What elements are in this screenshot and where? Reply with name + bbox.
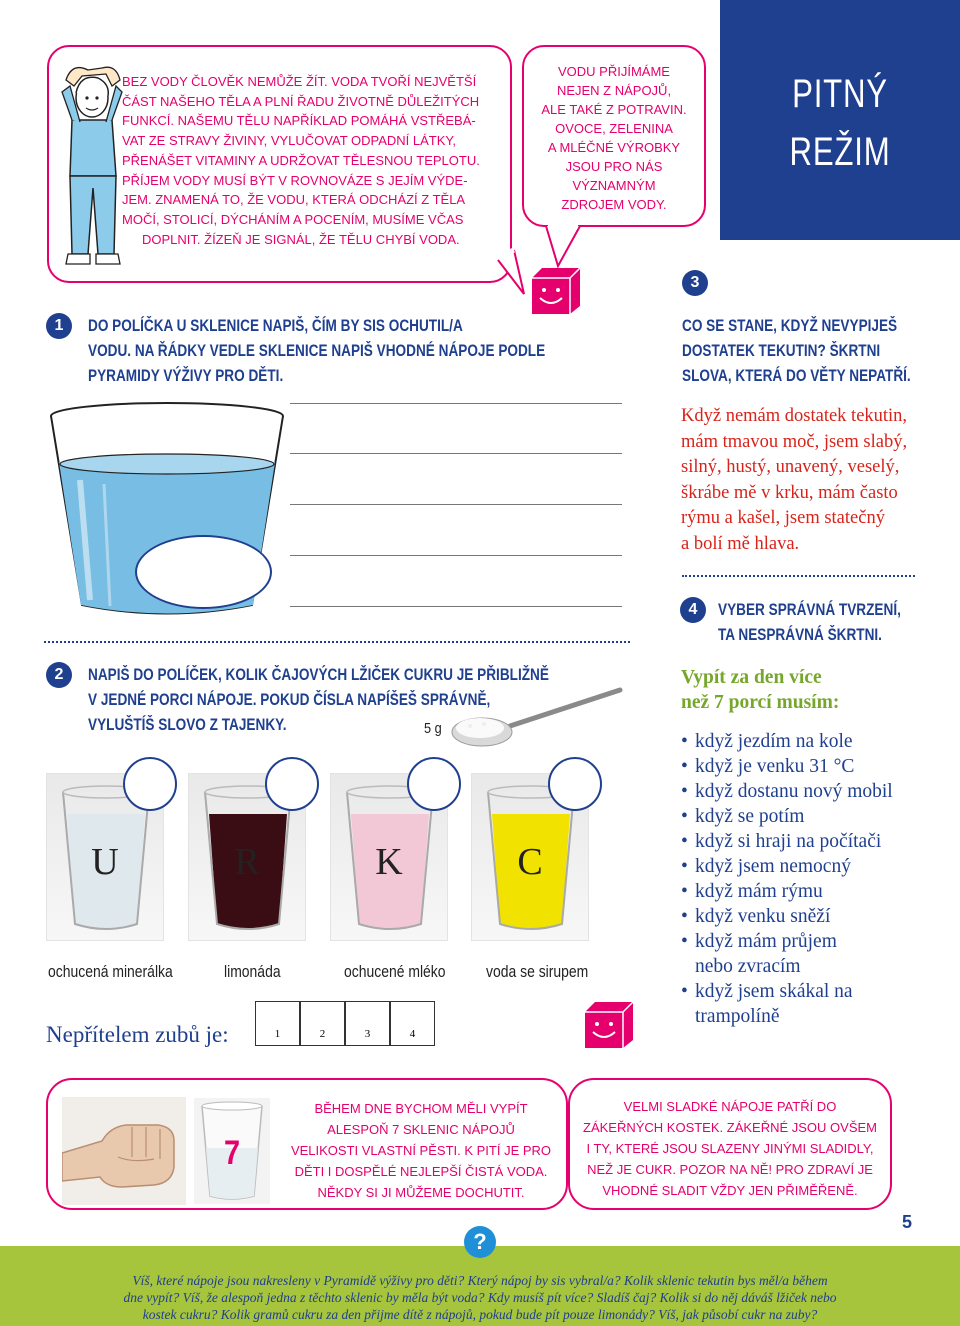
- page-title-line2: REŽIM: [789, 130, 891, 174]
- task1-line: VODU. NA ŘÁDKY VEDLE SKLENICE NAPIŠ VHODNÉ NÁPOJE PODLE: [88, 341, 546, 360]
- task2-line: NAPIŠ DO POLÍČEK, KOLIK ČAJOVÝCH LŽIČEK CUKRU JE PŘIBLIŽNĚ: [88, 665, 549, 684]
- fist-image: [62, 1097, 186, 1205]
- task1-line: PYRAMIDY VÝŽIVY PRO DĚTI.: [88, 366, 284, 385]
- task4-number: 4: [680, 597, 706, 623]
- drink-label: voda se sirupem: [486, 962, 589, 981]
- sugar-info-line: NEŽ JE CUKR. POZOR NA NĚ! PRO ZDRAVÍ JE: [587, 1162, 873, 1177]
- food-bubble-tail: [540, 212, 590, 272]
- task3-sentence: [681, 404, 907, 557]
- answer-line[interactable]: [290, 453, 622, 454]
- task3-line: CO SE STANE, KDYŽ NEVYPIJEŠ: [682, 316, 898, 335]
- drink-label: limonáda: [224, 962, 281, 981]
- food-line: OVOCE, ZELENINA: [555, 121, 673, 136]
- footer-line: kostek cukru? Kolik gramů cukru za den přijme dítě z nápojů, pokud bude pít pouze limonády? Víš, jak působí cukr na zuby?: [142, 1307, 818, 1322]
- fist-info-line: ALESPOŇ 7 SKLENIC NÁPOJŮ: [327, 1122, 515, 1137]
- glass-letter: K: [375, 841, 403, 883]
- drink-label: ochucená minerálka: [48, 962, 173, 981]
- task4-lead-line: než 7 porcí musím:: [681, 692, 840, 713]
- glass-letter: C: [517, 841, 543, 883]
- task3-instructions: [682, 313, 960, 388]
- sugar-answer-circle[interactable]: [548, 757, 602, 811]
- smiley-cube-icon: [530, 266, 582, 316]
- smiley-cube-icon: [583, 1000, 635, 1050]
- puzzle-cell[interactable]: 2: [300, 1001, 345, 1046]
- intro-line: BEZ VODY ČLOVĚK NEMŮŽE ŽÍT. VODA TVOŘÍ NEJVĚTŠÍ: [122, 74, 477, 89]
- food-text: [522, 62, 706, 214]
- food-line: NEJEN Z NÁPOJŮ,: [556, 83, 672, 98]
- intro-text: [122, 72, 512, 249]
- intro-line: PŘENÁŠET VITAMINY A UDRŽOVAT TĚLESNOU TEPLOTU.: [122, 152, 480, 168]
- fist-info-text: [276, 1098, 566, 1203]
- sugar-info-line: VELMI SLADKÉ NÁPOJE PATŘÍ DO: [623, 1099, 837, 1114]
- task1-number: 1: [46, 313, 72, 339]
- fist-info-line: NĚKDY SI JI MŮŽEME DOCHUTIT.: [317, 1185, 525, 1200]
- flavor-answer-field[interactable]: [135, 535, 272, 609]
- task1-line: DO POLÍČKA U SKLENICE NAPIŠ, ČÍM BY SIS OCHUTIL/A: [88, 316, 463, 335]
- footer-line: dne vypít? Víš, že alespoň jedna z těchto sklenic by měla být voda? Kdy musíš pít více? Sladíš čaj? Kolik si do něj dáváš lžiček nebo: [123, 1290, 837, 1305]
- task2-line: VYLUŠTÍŠ SLOVO Z TAJENKY.: [88, 715, 287, 734]
- food-line: ALE TAKÉ Z POTRAVIN.: [541, 102, 687, 117]
- task4-statement-cont[interactable]: trampolíně: [695, 1006, 780, 1027]
- intro-line: MOČÍ, STOLICÍ, DÝCHÁNÍM A POCENÍM, MUSÍME VČAS: [122, 211, 464, 227]
- task4-statement[interactable]: • když venku sněží: [681, 904, 893, 929]
- question-icon: ?: [464, 1226, 496, 1258]
- task4-lead: [681, 665, 839, 715]
- sugar-info-line: I TY, KTERÉ JSOU SLAZENY JINÝMI SLADIDLY,: [586, 1141, 874, 1156]
- sugar-answer-circle[interactable]: [265, 757, 319, 811]
- task4-statement[interactable]: • když mám průjem: [681, 929, 893, 954]
- intro-line: FUNKCÍ. NAŠEMU TĚLU NAPŘÍKLAD POMÁHÁ VSTŘEBÁ-: [122, 113, 476, 129]
- answer-line[interactable]: [290, 555, 622, 556]
- task2-line: V JEDNÉ PORCI NÁPOJE. POKUD ČÍSLA NAPÍŠEŠ SPRÁVNĚ,: [88, 690, 491, 709]
- task3-number: 3: [682, 270, 708, 296]
- food-line: JSOU PRO NÁS: [565, 159, 663, 174]
- task4-statement[interactable]: • když dostanu nový mobil: [681, 779, 893, 804]
- intro-line: VAT ZE STRAVY ŽIVINY, VYLUČOVAT ODPADNÍ LÁTKY,: [122, 133, 457, 149]
- task4-lead-line: Vypít za den více: [681, 667, 822, 688]
- intro-line: DOPLNIT. ŽÍZEŇ JE SIGNÁL, ŽE TĚLU CHYBÍ VODA.: [142, 231, 460, 247]
- answer-line[interactable]: [290, 606, 622, 607]
- food-line: VODU PŘIJÍMÁME: [558, 64, 670, 79]
- title-panel: [720, 0, 960, 240]
- section-divider: [682, 575, 915, 577]
- task4-statement[interactable]: • když je venku 31 °C: [681, 754, 893, 779]
- task1-instructions: [88, 313, 659, 388]
- task4-statement[interactable]: • když se potím: [681, 804, 893, 829]
- task4-statement[interactable]: • když si hraji na počítači: [681, 829, 893, 854]
- puzzle-cell[interactable]: 3: [345, 1001, 390, 1046]
- sugar-spoon-icon: [450, 686, 626, 750]
- sugar-answer-circle[interactable]: [407, 757, 461, 811]
- sugar-answer-circle[interactable]: [123, 757, 177, 811]
- task4-statement[interactable]: • když mám rýmu: [681, 879, 893, 904]
- sugar-info-text: [570, 1096, 890, 1201]
- food-line: ZDROJEM VODY.: [561, 197, 667, 212]
- fist-info-line: DĚTI I DOSPĚLÉ NEJLEPŠÍ ČISTÁ VODA.: [294, 1164, 548, 1179]
- answer-line[interactable]: [290, 403, 622, 404]
- glass-letter: U: [91, 841, 119, 883]
- task4-statement-cont[interactable]: nebo zvracím: [695, 956, 801, 977]
- puzzle-cell[interactable]: 1: [255, 1001, 300, 1046]
- section-divider: [44, 641, 630, 643]
- sugar-info-line: ZÁKEŘNÝCH KOSTEK. ZÁKEŘNÉ JSOU OVŠEM: [583, 1120, 877, 1135]
- puzzle-label: Nepřítelem zubů je:: [46, 1022, 229, 1047]
- boy-illustration: [58, 58, 128, 270]
- task3-word-line[interactable]: a bolí mě hlava.: [681, 533, 800, 554]
- task3-word-line[interactable]: Když nemám dostatek tekutin,: [681, 406, 908, 426]
- page-number: 5: [902, 1212, 913, 1232]
- task4-statements: [681, 729, 893, 1029]
- answer-line[interactable]: [290, 504, 622, 505]
- task4-statement[interactable]: • když jsem skákal na: [681, 979, 893, 1004]
- page-title-line1: PITNÝ: [792, 72, 888, 116]
- intro-line: PŘÍJEM VODY MUSÍ BÝT V ROVNOVÁZE S JEJÍM VÝDE-: [122, 172, 468, 188]
- task4-statement[interactable]: • když jsem nemocný: [681, 854, 893, 879]
- food-line: VÝZNAMNÝM: [572, 178, 656, 193]
- food-line: A MLÉČNÉ VÝROBKY: [547, 140, 681, 155]
- task3-line: SLOVA, KTERÁ DO VĚTY NEPATŘÍ.: [682, 366, 911, 385]
- sugar-info-line: VHODNÉ SLADIT VŽDY JEN PŘIMĚŘENĚ.: [602, 1183, 858, 1198]
- glass-count: 7: [223, 1134, 241, 1172]
- footer-line: Víš, které nápoje jsou nakresleny v Pyramidě výživy pro děti? Který nápoj by sis vybral/a? Kolik sklenic tekutin bys měl/a během: [132, 1273, 828, 1288]
- task3-word-line[interactable]: rýmu a kašel, jsem statečný: [681, 508, 885, 528]
- task4-line: TA NESPRÁVNÁ ŠKRTNI.: [718, 625, 882, 644]
- intro-line: ČÁST NAŠEHO TĚLA A PLNÍ ŘADU ŽIVOTNĚ DŮLEŽITÝCH: [122, 93, 480, 109]
- fist-info-line: BĚHEM DNE BYCHOM MĚLI VYPÍT: [314, 1101, 528, 1116]
- task3-line: DOSTATEK TEKUTIN? ŠKRTNI: [682, 341, 881, 360]
- footer-questions: [0, 1272, 960, 1323]
- task4-statement[interactable]: • když jezdím na kole: [681, 729, 893, 754]
- task4-line: VYBER SPRÁVNÁ TVRZENÍ,: [718, 600, 901, 619]
- task3-word-line[interactable]: silný, hustý, unavený, veselý,: [681, 457, 900, 477]
- intro-line: JEM. ZNAMENÁ TO, ŽE VODU, KTERÁ ODCHÁZÍ Z TĚLA: [122, 192, 466, 208]
- task3-word-line[interactable]: škrábe mě v krku, mám často: [681, 482, 898, 503]
- task2-number: 2: [46, 662, 72, 688]
- fist-info-line: VELIKOSTI VLASTNÍ PĚSTI. K PITÍ JE PRO: [290, 1143, 552, 1158]
- drink-label: ochucené mléko: [344, 962, 446, 981]
- spoon-weight-label: 5 g: [424, 720, 442, 737]
- glass-letter: R: [234, 841, 260, 883]
- task4-instructions: [718, 597, 947, 647]
- puzzle-cell[interactable]: 4: [390, 1001, 435, 1046]
- task3-word-line[interactable]: mám tmavou moč, jsem slabý,: [681, 431, 908, 452]
